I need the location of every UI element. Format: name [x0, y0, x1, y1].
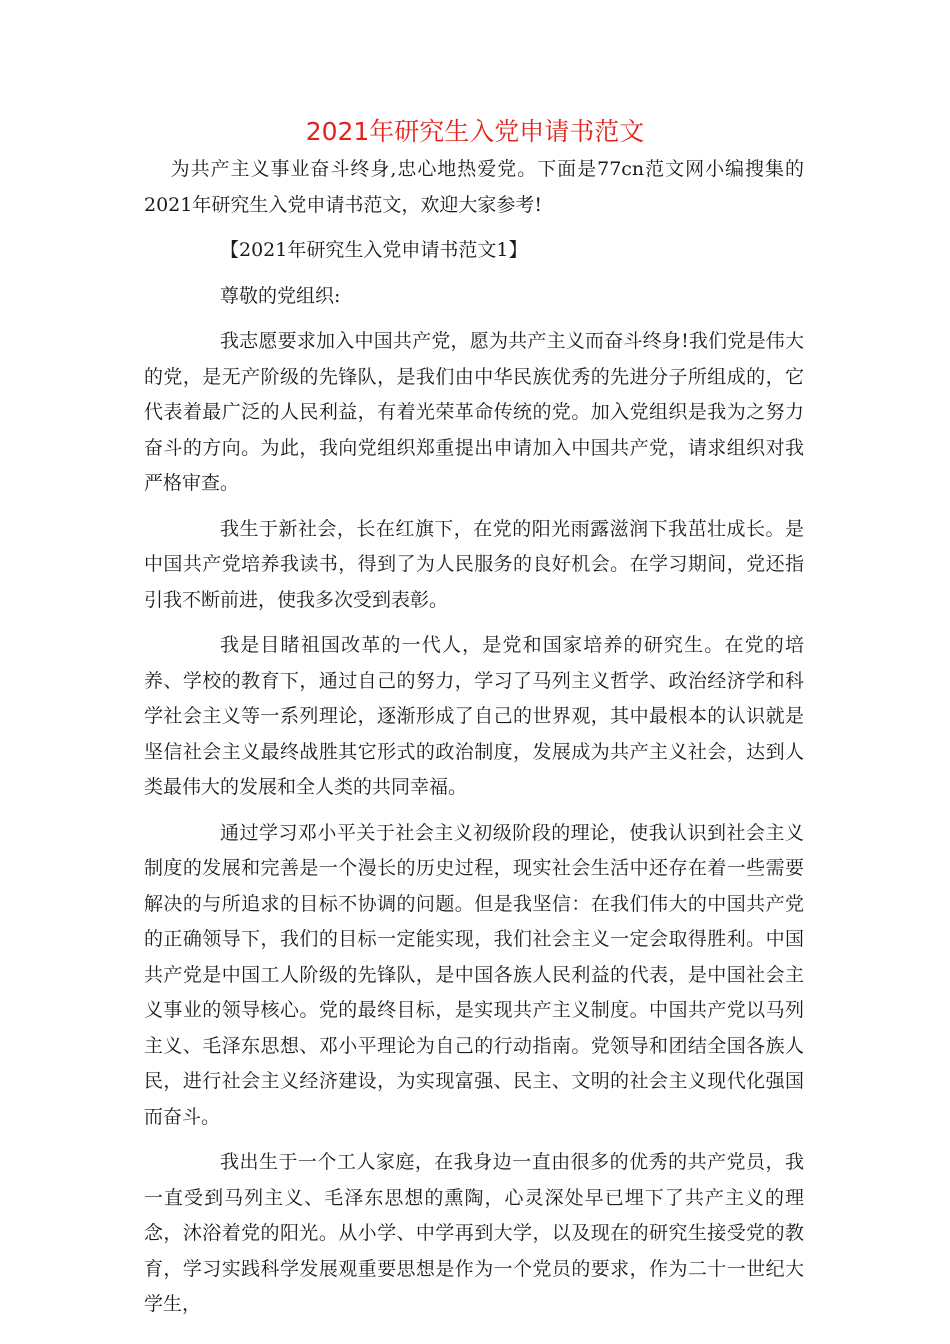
body-paragraph-4: 通过学习邓小平关于社会主义初级阶段的理论，使我认识到社会主义制度的发展和完善是一个漫长的历史过程，现实社会生活中还存在着一些需要解决的与所追求的目标不协调的问题。但是我坚信：在我们伟大的中国共产党的正确领导下，我们的目标一定能实现，我们社会主义一定会取得胜利。中国共产党是中国工人阶级的先锋队，是中国各族人民利益的代表，是中国社会主义事业的领导核心。党的最终目标，是实现共产主义制度。中国共产党以马列主义、毛泽东思想、邓小平理论为自己的行动指南。党领导和团结全国各族人民，进行社会主义经济建设，为实现富强、民主、文明的社会主义现代化强国而奋斗。	[144, 821, 804, 1128]
body-paragraph-1: 我志愿要求加入中国共产党，愿为共产主义而奋斗终身!我们党是伟大的党，是无产阶级的先锋队，是我们由中华民族优秀的先进分子所组成的，它代表着最广泛的人民利益，有着光荣革命传统的党。加入党组织是我为之努力奋斗的方向。为此，我向党组织郑重提出申请加入中国共产党，请求组织对我严格审查。	[144, 330, 804, 494]
section-heading: 【2021年研究生入党申请书范文1】	[220, 239, 528, 261]
intro-paragraph: 为共产主义事业奋斗终身,忠心地热爱党。下面是77cn范文网小编搜集的2021年研究生入党申请书范文，欢迎大家参考!	[144, 158, 804, 216]
body-paragraph-2: 我生于新社会，长在红旗下，在党的阳光雨露滋润下我茁壮成长。是中国共产党培养我读书，得到了为人民服务的良好机会。在学习期间，党还指引我不断前进，使我多次受到表彰。	[144, 517, 804, 611]
body-paragraph-5: 我出生于一个工人家庭，在我身边一直由很多的优秀的共产党员，我一直受到马列主义、毛泽东思想的熏陶，心灵深处早已埋下了共产主义的理念，沐浴着党的阳光。从小学、中学再到大学，以及现在的研究生接受党的教育，学习实践科学发展观重要思想是作为一个党员的要求，作为二十一世纪大学生，	[144, 1151, 804, 1315]
body-paragraph-3: 我是目睹祖国改革的一代人，是党和国家培养的研究生。在党的培养、学校的教育下，通过自己的努力，学习了马列主义哲学、政治经济学和科学社会主义等一系列理论，逐渐形成了自己的世界观，其中最根本的认识就是坚信社会主义最终战胜其它形式的政治制度，发展成为共产主义社会，达到人类最伟大的发展和全人类的共同幸福。	[144, 634, 804, 798]
document-body	[144, 152, 804, 1333]
document-title: 2021年研究生入党申请书范文	[305, 117, 645, 146]
salutation: 尊敬的党组织:	[220, 284, 341, 307]
